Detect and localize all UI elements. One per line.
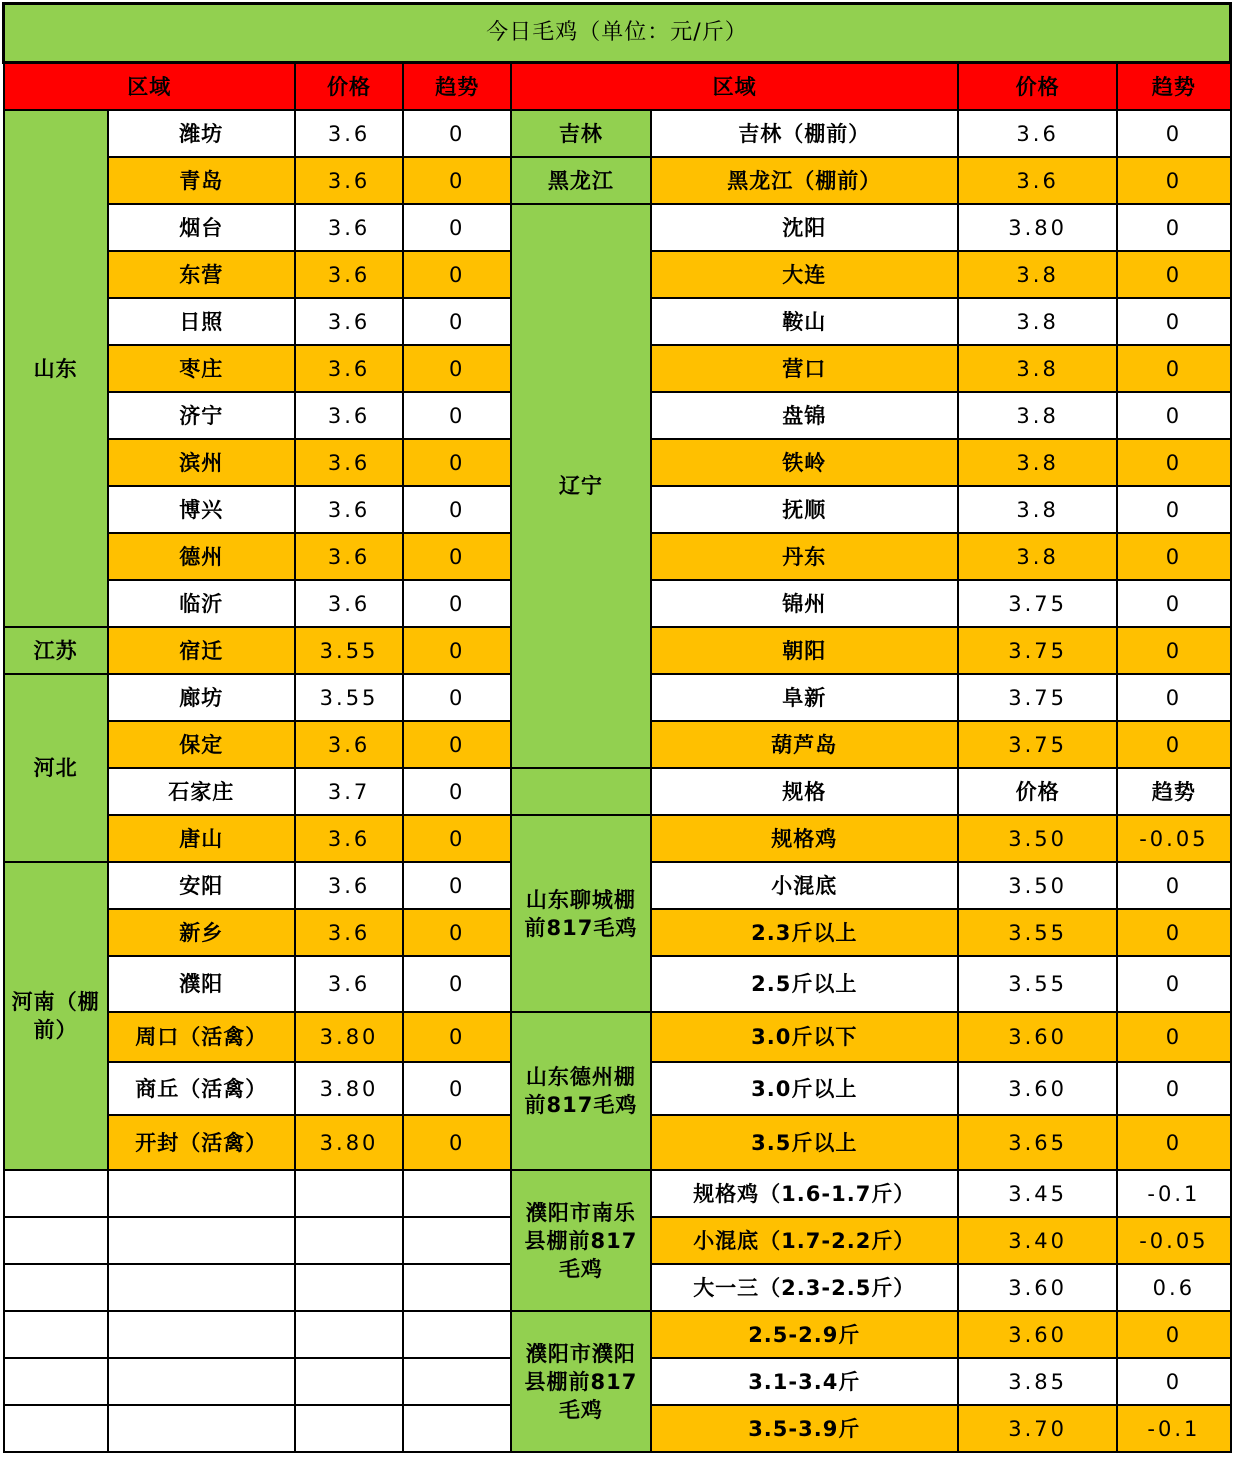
left-trend-cell: 0 — [403, 1115, 511, 1170]
right-region-cell: 濮阳市南乐县棚前817毛鸡 — [511, 1170, 650, 1311]
blank-cell — [4, 1264, 108, 1311]
right-item-cell: 黑龙江（棚前） — [651, 157, 958, 204]
table-row — [4, 1311, 1231, 1358]
left-trend-cell: 0 — [403, 157, 511, 204]
left-price-cell: 3.6 — [295, 157, 403, 204]
blank-cell — [4, 1358, 108, 1405]
left-city-cell: 青岛 — [108, 157, 295, 204]
right-item-cell: 营口 — [651, 345, 958, 392]
right-item-cell: 锦州 — [651, 580, 958, 627]
header-left-price: 价格 — [295, 63, 403, 111]
right-price-cell: 3.8 — [958, 345, 1117, 392]
left-trend-cell: 0 — [403, 345, 511, 392]
right-price-cell: 3.40 — [958, 1217, 1117, 1264]
table-row — [4, 110, 1231, 157]
blank-cell — [108, 1170, 295, 1217]
right-region-cell: 辽宁 — [511, 204, 650, 768]
left-trend-cell: 0 — [403, 627, 511, 674]
right-price-cell: 3.55 — [958, 956, 1117, 1012]
right-item-cell: 小混底（1.7-2.2斤） — [651, 1217, 958, 1264]
right-price-cell: 3.8 — [958, 392, 1117, 439]
table-row — [4, 1170, 1231, 1217]
right-price-cell: 3.8 — [958, 486, 1117, 533]
right-item-cell: 规格鸡（1.6-1.7斤） — [651, 1170, 958, 1217]
left-trend-cell: 0 — [403, 909, 511, 956]
right-trend-cell: 0 — [1117, 110, 1230, 157]
blank-cell — [4, 1217, 108, 1264]
title-row — [4, 4, 1231, 63]
right-price-cell: 3.75 — [958, 721, 1117, 768]
left-price-cell: 3.6 — [295, 533, 403, 580]
left-trend-cell: 0 — [403, 721, 511, 768]
left-city-cell: 博兴 — [108, 486, 295, 533]
blank-cell — [4, 1170, 108, 1217]
blank-cell — [4, 1311, 108, 1358]
right-trend-cell: 0 — [1117, 298, 1230, 345]
right-trend-cell: 0 — [1117, 1062, 1230, 1115]
left-price-cell: 3.6 — [295, 862, 403, 909]
left-price-cell: 3.6 — [295, 345, 403, 392]
left-trend-cell: 0 — [403, 815, 511, 862]
right-price-cell: 3.50 — [958, 815, 1117, 862]
left-city-cell: 石家庄 — [108, 768, 295, 815]
right-item-cell: 盘锦 — [651, 392, 958, 439]
left-city-cell: 开封（活禽） — [108, 1115, 295, 1170]
left-price-cell: 3.6 — [295, 298, 403, 345]
left-region-cell: 河南（棚前） — [4, 862, 108, 1170]
right-price-cell: 3.75 — [958, 627, 1117, 674]
left-city-cell: 日照 — [108, 298, 295, 345]
blank-cell — [295, 1405, 403, 1452]
right-trend-cell: 0 — [1117, 721, 1230, 768]
right-region-cell: 山东聊城棚前817毛鸡 — [511, 815, 650, 1012]
right-region-cell — [511, 768, 650, 815]
blank-cell — [108, 1311, 295, 1358]
right-trend-cell: 0 — [1117, 580, 1230, 627]
left-city-cell: 东营 — [108, 251, 295, 298]
right-item-cell: 3.1-3.4斤 — [651, 1358, 958, 1405]
left-trend-cell: 0 — [403, 298, 511, 345]
right-item-cell: 大一三（2.3-2.5斤） — [651, 1264, 958, 1311]
right-price-cell: 3.8 — [958, 298, 1117, 345]
right-trend-cell: 0 — [1117, 1115, 1230, 1170]
left-region-cell: 河北 — [4, 674, 108, 862]
left-trend-cell: 0 — [403, 956, 511, 1012]
right-trend-cell: -0.05 — [1117, 815, 1230, 862]
left-city-cell: 宿迁 — [108, 627, 295, 674]
left-price-cell: 3.55 — [295, 627, 403, 674]
right-region-cell: 山东德州棚前817毛鸡 — [511, 1012, 650, 1170]
blank-cell — [295, 1170, 403, 1217]
right-item-cell: 沈阳 — [651, 204, 958, 251]
header-left-region: 区域 — [4, 63, 295, 111]
blank-cell — [108, 1405, 295, 1452]
right-trend-cell: 0.6 — [1117, 1264, 1230, 1311]
right-item-cell: 规格鸡 — [651, 815, 958, 862]
table-row — [4, 204, 1231, 251]
blank-cell — [403, 1358, 511, 1405]
right-item-cell: 2.5斤以上 — [651, 956, 958, 1012]
right-trend-cell: 0 — [1117, 956, 1230, 1012]
right-trend-cell: 0 — [1117, 862, 1230, 909]
right-trend-cell: 0 — [1117, 486, 1230, 533]
left-price-cell: 3.6 — [295, 580, 403, 627]
right-item-cell: 鞍山 — [651, 298, 958, 345]
left-region-cell: 山东 — [4, 110, 108, 627]
right-item-cell: 2.5-2.9斤 — [651, 1311, 958, 1358]
right-price-cell: 3.8 — [958, 251, 1117, 298]
right-price-cell: 3.60 — [958, 1264, 1117, 1311]
left-city-cell: 保定 — [108, 721, 295, 768]
left-price-cell: 3.7 — [295, 768, 403, 815]
blank-cell — [295, 1217, 403, 1264]
right-item-cell: 大连 — [651, 251, 958, 298]
left-trend-cell: 0 — [403, 251, 511, 298]
right-item-cell: 抚顺 — [651, 486, 958, 533]
left-trend-cell: 0 — [403, 862, 511, 909]
right-trend-cell: 0 — [1117, 674, 1230, 721]
table-row — [4, 1012, 1231, 1062]
left-city-cell: 滨州 — [108, 439, 295, 486]
right-item-cell: 小混底 — [651, 862, 958, 909]
left-city-cell: 廊坊 — [108, 674, 295, 721]
header-right-region: 区域 — [511, 63, 958, 111]
right-region-cell: 吉林 — [511, 110, 650, 157]
right-item-cell: 3.0斤以下 — [651, 1012, 958, 1062]
table-row — [4, 768, 1231, 815]
right-trend-cell: 0 — [1117, 345, 1230, 392]
left-price-cell: 3.80 — [295, 1115, 403, 1170]
blank-cell — [403, 1170, 511, 1217]
right-price-cell: 3.75 — [958, 580, 1117, 627]
left-city-cell: 商丘（活禽） — [108, 1062, 295, 1115]
left-trend-cell: 0 — [403, 768, 511, 815]
right-price-cell: 3.6 — [958, 110, 1117, 157]
right-trend-cell: 0 — [1117, 157, 1230, 204]
table-row — [4, 157, 1231, 204]
left-price-cell: 3.6 — [295, 392, 403, 439]
right-item-cell: 阜新 — [651, 674, 958, 721]
left-price-cell: 3.80 — [295, 1062, 403, 1115]
blank-cell — [108, 1217, 295, 1264]
right-item-cell: 丹东 — [651, 533, 958, 580]
header-left-trend: 趋势 — [403, 63, 511, 111]
right-trend-cell: -0.05 — [1117, 1217, 1230, 1264]
left-city-cell: 济宁 — [108, 392, 295, 439]
right-price-cell: 3.60 — [958, 1062, 1117, 1115]
blank-cell — [403, 1405, 511, 1452]
left-trend-cell: 0 — [403, 1012, 511, 1062]
blank-cell — [108, 1264, 295, 1311]
left-price-cell: 3.6 — [295, 439, 403, 486]
blank-cell — [295, 1311, 403, 1358]
left-price-cell: 3.55 — [295, 674, 403, 721]
left-city-cell: 德州 — [108, 533, 295, 580]
blank-cell — [108, 1358, 295, 1405]
left-city-cell: 唐山 — [108, 815, 295, 862]
right-price-cell: 3.8 — [958, 533, 1117, 580]
right-price-cell: 3.65 — [958, 1115, 1117, 1170]
blank-cell — [403, 1217, 511, 1264]
right-item-cell: 3.5-3.9斤 — [651, 1405, 958, 1452]
right-item-cell: 铁岭 — [651, 439, 958, 486]
left-trend-cell: 0 — [403, 533, 511, 580]
right-trend-cell: 0 — [1117, 533, 1230, 580]
left-trend-cell: 0 — [403, 204, 511, 251]
left-city-cell: 新乡 — [108, 909, 295, 956]
blank-cell — [4, 1405, 108, 1452]
left-price-cell: 3.6 — [295, 110, 403, 157]
chicken-price-table — [2, 2, 1232, 1453]
spec-header-trend: 趋势 — [1117, 768, 1230, 815]
right-trend-cell: -0.1 — [1117, 1170, 1230, 1217]
right-item-cell: 朝阳 — [651, 627, 958, 674]
right-price-cell: 3.50 — [958, 862, 1117, 909]
right-trend-cell: 0 — [1117, 392, 1230, 439]
right-item-cell: 吉林（棚前） — [651, 110, 958, 157]
left-price-cell: 3.6 — [295, 909, 403, 956]
right-item-cell: 葫芦岛 — [651, 721, 958, 768]
header-right-price: 价格 — [958, 63, 1117, 111]
right-trend-cell: 0 — [1117, 1012, 1230, 1062]
right-price-cell: 3.85 — [958, 1358, 1117, 1405]
left-price-cell: 3.6 — [295, 204, 403, 251]
right-price-cell: 3.8 — [958, 439, 1117, 486]
left-trend-cell: 0 — [403, 392, 511, 439]
left-trend-cell: 0 — [403, 486, 511, 533]
spec-header-label: 规格 — [651, 768, 958, 815]
right-price-cell: 3.80 — [958, 204, 1117, 251]
blank-cell — [295, 1358, 403, 1405]
left-city-cell: 枣庄 — [108, 345, 295, 392]
left-price-cell: 3.6 — [295, 956, 403, 1012]
left-region-cell: 江苏 — [4, 627, 108, 674]
right-item-cell: 3.0斤以上 — [651, 1062, 958, 1115]
left-price-cell: 3.80 — [295, 1012, 403, 1062]
left-price-cell: 3.6 — [295, 251, 403, 298]
right-price-cell: 3.60 — [958, 1311, 1117, 1358]
right-price-cell: 3.6 — [958, 157, 1117, 204]
right-region-cell: 黑龙江 — [511, 157, 650, 204]
left-city-cell: 濮阳 — [108, 956, 295, 1012]
right-price-cell: 3.45 — [958, 1170, 1117, 1217]
blank-cell — [403, 1264, 511, 1311]
left-trend-cell: 0 — [403, 1062, 511, 1115]
blank-cell — [403, 1311, 511, 1358]
header-right-trend: 趋势 — [1117, 63, 1230, 111]
right-item-cell: 2.3斤以上 — [651, 909, 958, 956]
right-trend-cell: 0 — [1117, 1311, 1230, 1358]
left-trend-cell: 0 — [403, 674, 511, 721]
spec-header-price: 价格 — [958, 768, 1117, 815]
left-price-cell: 3.6 — [295, 721, 403, 768]
left-trend-cell: 0 — [403, 110, 511, 157]
right-trend-cell: 0 — [1117, 439, 1230, 486]
right-price-cell: 3.70 — [958, 1405, 1117, 1452]
left-trend-cell: 0 — [403, 580, 511, 627]
price-table-container — [2, 2, 1232, 1453]
right-price-cell: 3.75 — [958, 674, 1117, 721]
table-row — [4, 815, 1231, 862]
right-trend-cell: 0 — [1117, 627, 1230, 674]
right-price-cell: 3.55 — [958, 909, 1117, 956]
left-city-cell: 周口（活禽） — [108, 1012, 295, 1062]
header-row — [4, 63, 1231, 111]
right-price-cell: 3.60 — [958, 1012, 1117, 1062]
left-price-cell: 3.6 — [295, 815, 403, 862]
right-trend-cell: 0 — [1117, 1358, 1230, 1405]
right-item-cell: 3.5斤以上 — [651, 1115, 958, 1170]
right-region-cell: 濮阳市濮阳县棚前817毛鸡 — [511, 1311, 650, 1452]
blank-cell — [295, 1264, 403, 1311]
left-city-cell: 潍坊 — [108, 110, 295, 157]
left-price-cell: 3.6 — [295, 486, 403, 533]
right-trend-cell: 0 — [1117, 251, 1230, 298]
left-city-cell: 烟台 — [108, 204, 295, 251]
left-city-cell: 安阳 — [108, 862, 295, 909]
left-city-cell: 临沂 — [108, 580, 295, 627]
right-trend-cell: 0 — [1117, 909, 1230, 956]
right-trend-cell: -0.1 — [1117, 1405, 1230, 1452]
right-trend-cell: 0 — [1117, 204, 1230, 251]
left-trend-cell: 0 — [403, 439, 511, 486]
table-title: 今日毛鸡（单位：元/斤） — [4, 4, 1231, 63]
